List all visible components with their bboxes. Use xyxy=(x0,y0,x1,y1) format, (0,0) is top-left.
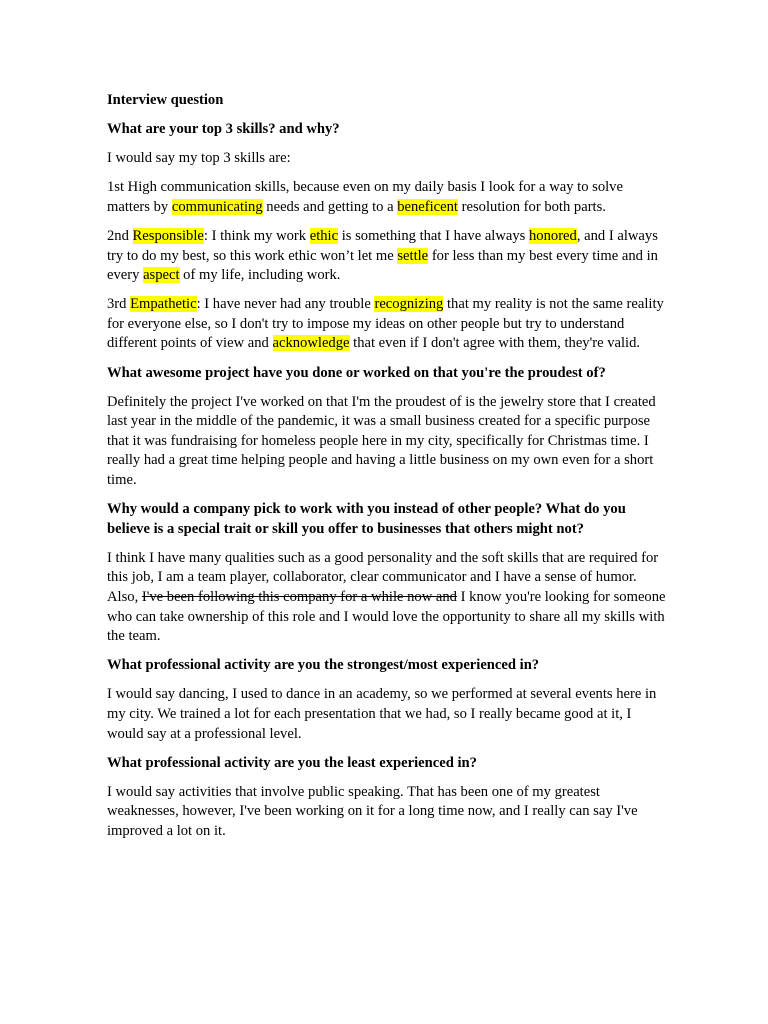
skill-3-text: : I have never had any trouble xyxy=(196,296,375,313)
struck-through-text: I've been following this company for a while now and xyxy=(141,588,457,605)
highlighted-word: settle xyxy=(397,247,429,264)
answer-intro: I would say my top 3 skills are: xyxy=(107,150,291,167)
highlighted-word: ethic xyxy=(309,227,339,244)
skill-3-text: 3rd xyxy=(107,296,131,313)
skill-2-text: for less than my best every time and in every xyxy=(107,247,658,284)
answer-strongest-activity: I would say dancing, I used to dance in an academy, so we performed at several events here in my city. We trained a lot for each presentation that we had, so I really became good at it, I would say at a professional level. xyxy=(107,686,657,742)
question-proudest-project: What awesome project have you done or worked on that you're the proudest of? xyxy=(107,364,606,381)
question-why-pick-you: Why would a company pick to work with you instead of other people? What do you believe is a special trait or skill you offer to businesses that others might not? xyxy=(107,501,626,537)
skill-2-text: of my life, including work. xyxy=(179,267,341,284)
document-body xyxy=(107,91,667,851)
highlighted-word: recognizing xyxy=(374,296,444,313)
answer-why-pick-you xyxy=(107,549,667,647)
highlighted-word: Responsible xyxy=(132,227,204,244)
skill-2-paragraph xyxy=(107,227,667,286)
highlighted-word: communicating xyxy=(171,198,263,215)
answer-text: I think I have many qualities such as a good personality and the soft skills that are required for this job, I am a team player, collaborator, clear communicator and I have a sense of humor. Also, xyxy=(107,549,659,605)
skill-3-paragraph xyxy=(107,295,667,354)
skill-2-text: 2nd xyxy=(107,227,133,244)
skill-3-text: that my reality is not the same reality for everyone else, so I don't try to impose my ideas on other people but try to understand different points of view and xyxy=(107,296,664,352)
highlighted-word: beneficent xyxy=(397,198,458,215)
skill-3-text: that even if I don't agree with them, they're valid. xyxy=(349,335,641,352)
document-title: Interview question xyxy=(107,92,224,108)
highlighted-word: Empathetic xyxy=(130,296,197,313)
highlighted-word: aspect xyxy=(143,267,180,284)
skill-1-text: 1st High communication skills, because even on my daily basis I look for a way to solve matters by xyxy=(107,179,623,215)
skill-2-text: is something that I have always xyxy=(338,227,529,244)
answer-proudest-project: Definitely the project I've worked on that I'm the proudest of is the jewelry store that I created last year in the middle of the pandemic, it was a small business created for a specific purpose that it was fundraising for homeless people here in my city, specifically for Christmas time. I really had a great time helping people and having a little business on my own even for a short time. xyxy=(107,393,656,488)
highlighted-word: acknowledge xyxy=(272,335,350,352)
question-least-experienced: What professional activity are you the least experienced in? xyxy=(107,754,477,771)
skill-2-text: : I think my work xyxy=(203,227,310,244)
skill-1-text: needs and getting to a xyxy=(262,198,398,215)
question-strongest-activity: What professional activity are you the strongest/most experienced in? xyxy=(107,657,540,674)
skill-1-text: resolution for both parts. xyxy=(458,198,606,215)
skill-1-paragraph xyxy=(107,178,667,217)
highlighted-word: honored xyxy=(529,227,577,244)
question-top-skills: What are your top 3 skills? and why? xyxy=(107,121,340,138)
answer-text: I know you're looking for someone who can take ownership of this role and I would love the opportunity to share all my skills with the team. xyxy=(107,588,666,645)
answer-least-experienced: I would say activities that involve public speaking. That has been one of my greatest weaknesses, however, I've been working on it for a long time now, and I really can say I've improved a lot on it. xyxy=(107,783,638,839)
skill-2-text: , and I always try to do my best, so this work ethic won’t let me xyxy=(107,227,658,264)
